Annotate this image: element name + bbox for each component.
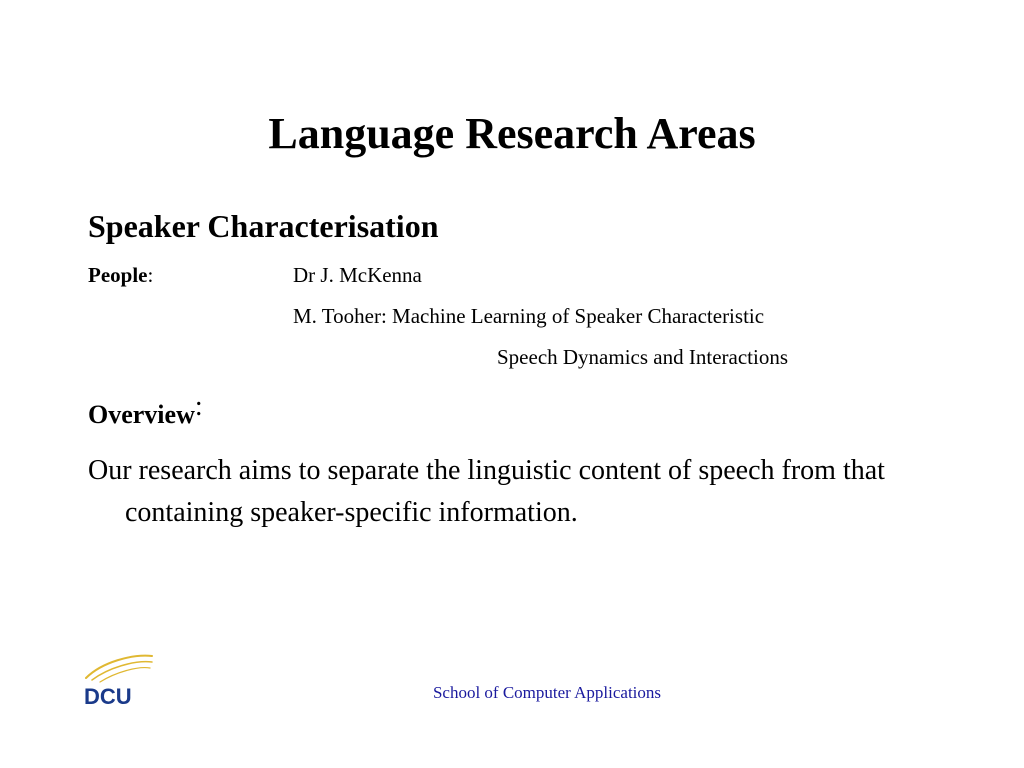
overview-heading — [88, 391, 203, 432]
overview-heading-colon: : — [194, 391, 203, 422]
logo-swoosh-icon — [86, 656, 152, 682]
logo-text: DCU — [84, 684, 132, 708]
section-heading: Speaker Characterisation — [88, 208, 439, 244]
people-label — [88, 262, 153, 288]
people-label-colon: : — [147, 263, 154, 287]
overview-heading-text: Overview — [88, 400, 195, 429]
people-line-1: Dr J. McKenna — [293, 263, 422, 287]
people-line-3: Speech Dynamics and Interactions — [497, 345, 788, 369]
overview-text: Our research aims to separate the linguistic content of speech from that containing speaker-specific information. — [88, 455, 885, 528]
people-label-text: People — [88, 263, 148, 287]
slide-title: Language Research Areas — [268, 109, 756, 158]
people-line-2: M. Tooher: Machine Learning of Speaker Characteristic — [293, 304, 765, 328]
footer-text: School of Computer Applications — [432, 683, 662, 702]
